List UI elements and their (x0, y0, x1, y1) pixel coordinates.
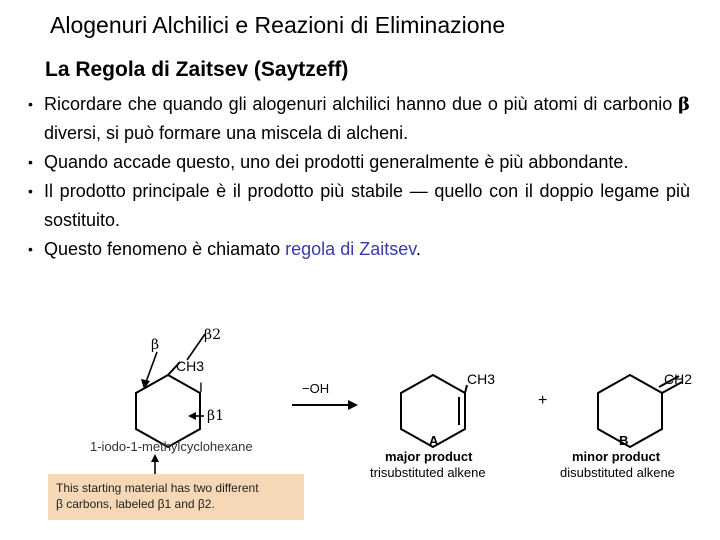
beta-label: β (151, 337, 160, 353)
bullet-dot: • (28, 241, 33, 257)
caption-line: β carbons, labeled β1 and β2. (56, 497, 215, 511)
bullet-text: diversi, si può formare una miscela di alcheni. (44, 123, 409, 143)
product-b-title: minor product (572, 449, 661, 464)
beta2-label: β2 (204, 327, 222, 343)
arrowhead (348, 400, 358, 410)
beta-symbol: β (678, 94, 690, 115)
beta2-pointer (187, 334, 205, 360)
starting-material-name: 1-iodo-1-methylcyclohexane (90, 439, 253, 454)
iodine-label: I (199, 379, 203, 395)
product-a-letter: A (429, 433, 439, 448)
bullet-dot: • (28, 154, 33, 170)
bullet-text: Ricordare che quando gli alogenuri alchilici hanno due o più atomi di carbonio (44, 94, 679, 114)
product-b-ch2: CH2 (664, 371, 693, 387)
slide-title: Alogenuri Alchilici e Reazioni di Eliminazione (50, 12, 506, 38)
caption-line: This starting material has two different (56, 481, 259, 495)
beta1-label: β1 (207, 408, 225, 424)
product-a-ch3: CH3 (467, 371, 496, 387)
product-b-ring (598, 375, 662, 447)
bullet-dot: • (28, 96, 33, 112)
caption-box (48, 474, 304, 520)
bullet-text: Quando accade questo, uno dei prodotti generalmente è più abbondante. (44, 152, 629, 172)
zaitsev-rule-highlight: regola di Zaitsev (285, 239, 416, 259)
slide-subtitle: La Regola di Zaitsev (Saytzeff) (45, 58, 349, 81)
bullet-text: . (415, 239, 421, 259)
plus-sign: + (538, 392, 548, 409)
bullet-text: Il prodotto principale è il prodotto più stabile — quello con il doppio legame più sostituito. (44, 181, 690, 230)
product-a-desc: trisubstituted alkene (370, 465, 486, 480)
beta-pointer (146, 352, 157, 382)
arrowhead (151, 454, 159, 462)
bullet-dot: • (28, 183, 33, 199)
bullet-text: Questo fenomeno è chiamato (44, 239, 286, 259)
product-b-letter: B (619, 433, 629, 448)
product-b-desc: disubstituted alkene (560, 465, 675, 480)
arrowhead (188, 412, 196, 420)
reagent-label: −OH (302, 381, 330, 396)
ch3-label: CH3 (176, 358, 205, 374)
product-a-title: major product (385, 449, 473, 464)
